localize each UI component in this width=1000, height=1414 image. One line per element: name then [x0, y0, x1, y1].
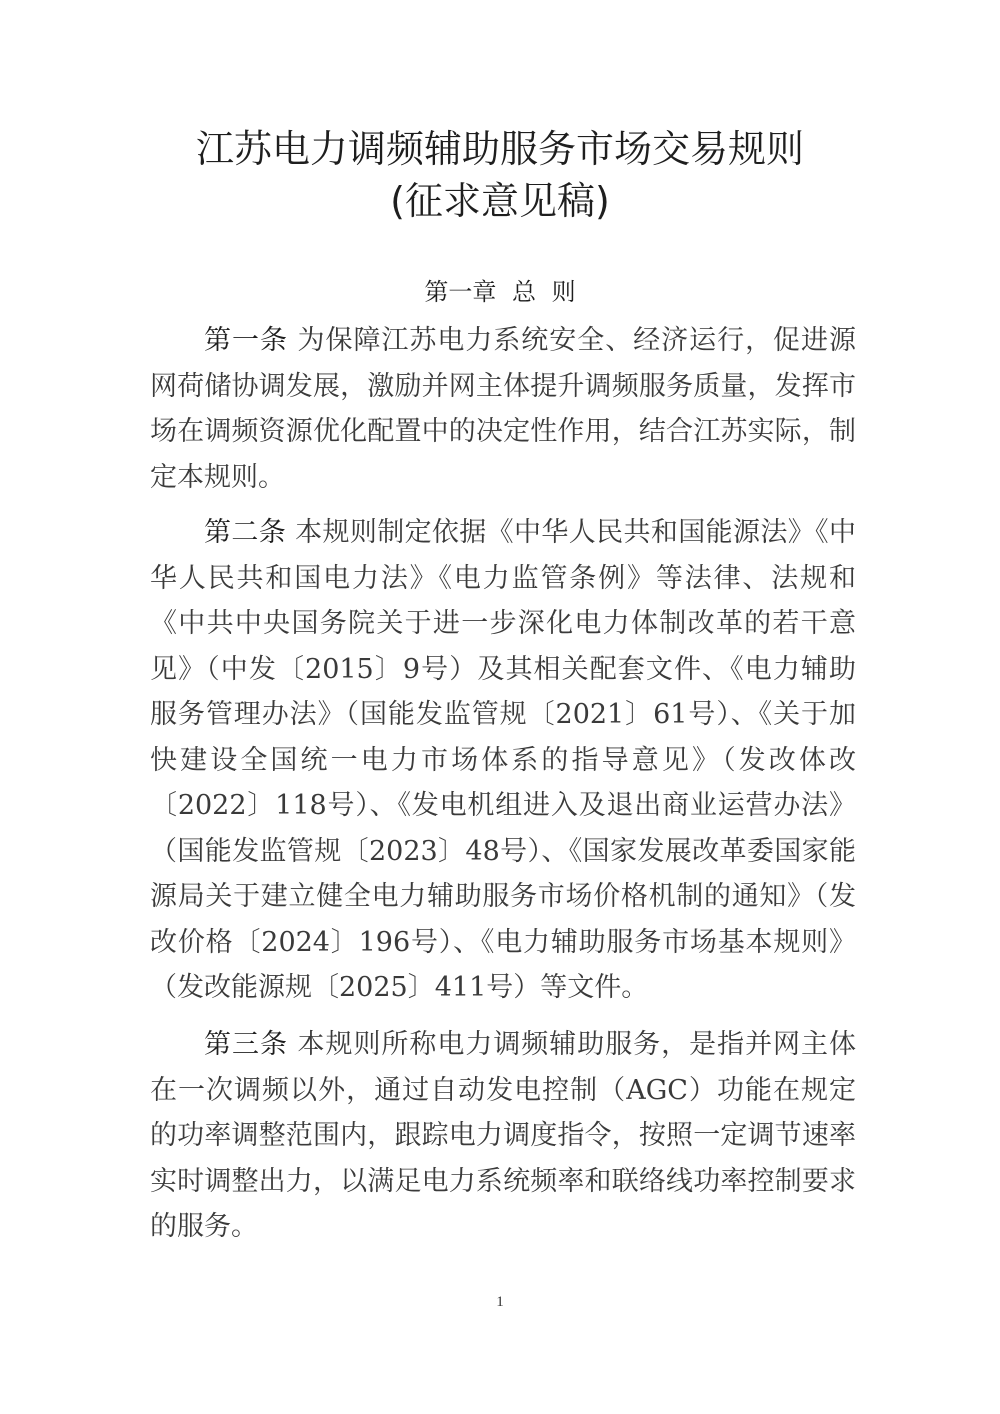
document-title: 江苏电力调频辅助服务市场交易规则 — [195, 127, 804, 171]
document-subtitle: (征求意见稿) — [390, 179, 610, 223]
article-3 — [150, 1022, 856, 1250]
article-1 — [150, 318, 856, 500]
article-3-label: 第三条 — [204, 1029, 288, 1060]
article-3-text: 本规则所称电力调频辅助服务，是指并网主体在一次调频以外，通过自动发电控制（AGC）功能在规定的功率调整范围内，跟踪电力调度指令，按照一定调节速率实时调整出力，以满足电力系统频率和联络线功率控制要求的服务。 — [150, 1029, 857, 1242]
article-1-label: 第一条 — [204, 325, 288, 356]
page-number: 1 — [496, 1294, 504, 1310]
article-2-label: 第二条 — [204, 517, 287, 548]
article-1-text: 为保障江苏电力系统安全、经济运行，促进源网荷储协调发展，激励并网主体提升调频服务质量，发挥市场在调频资源优化配置中的决定性作用，结合江苏实际，制定本规则。 — [150, 325, 857, 493]
article-2 — [150, 510, 856, 1011]
article-2-text: 本规则制定依据《中华人民共和国能源法》《中华人民共和国电力法》《电力监管条例》等法律、法规和《中共中央国务院关于进一步深化电力体制改革的若干意见》（中发〔2015〕9号）及其相关配套文件、《电力辅助服务管理办法》（国能发监管规〔2021〕61号）、《关于加快建设全国统一电力市场体系的指导意见》（发改体改〔2022〕118号）、《发电机组进入及退出商业运营办法》（国能发监管规〔2023〕48号）、《国家发展改革委国家能源局关于建立健全电力辅助服务市场价格机制的通知》（发改价格〔2024〕196号）、《电力辅助服务市场基本规则》（发改能源规〔2025〕411号）等文件。 — [150, 517, 856, 1003]
chapter-heading: 第一章 总 则 — [424, 278, 576, 306]
